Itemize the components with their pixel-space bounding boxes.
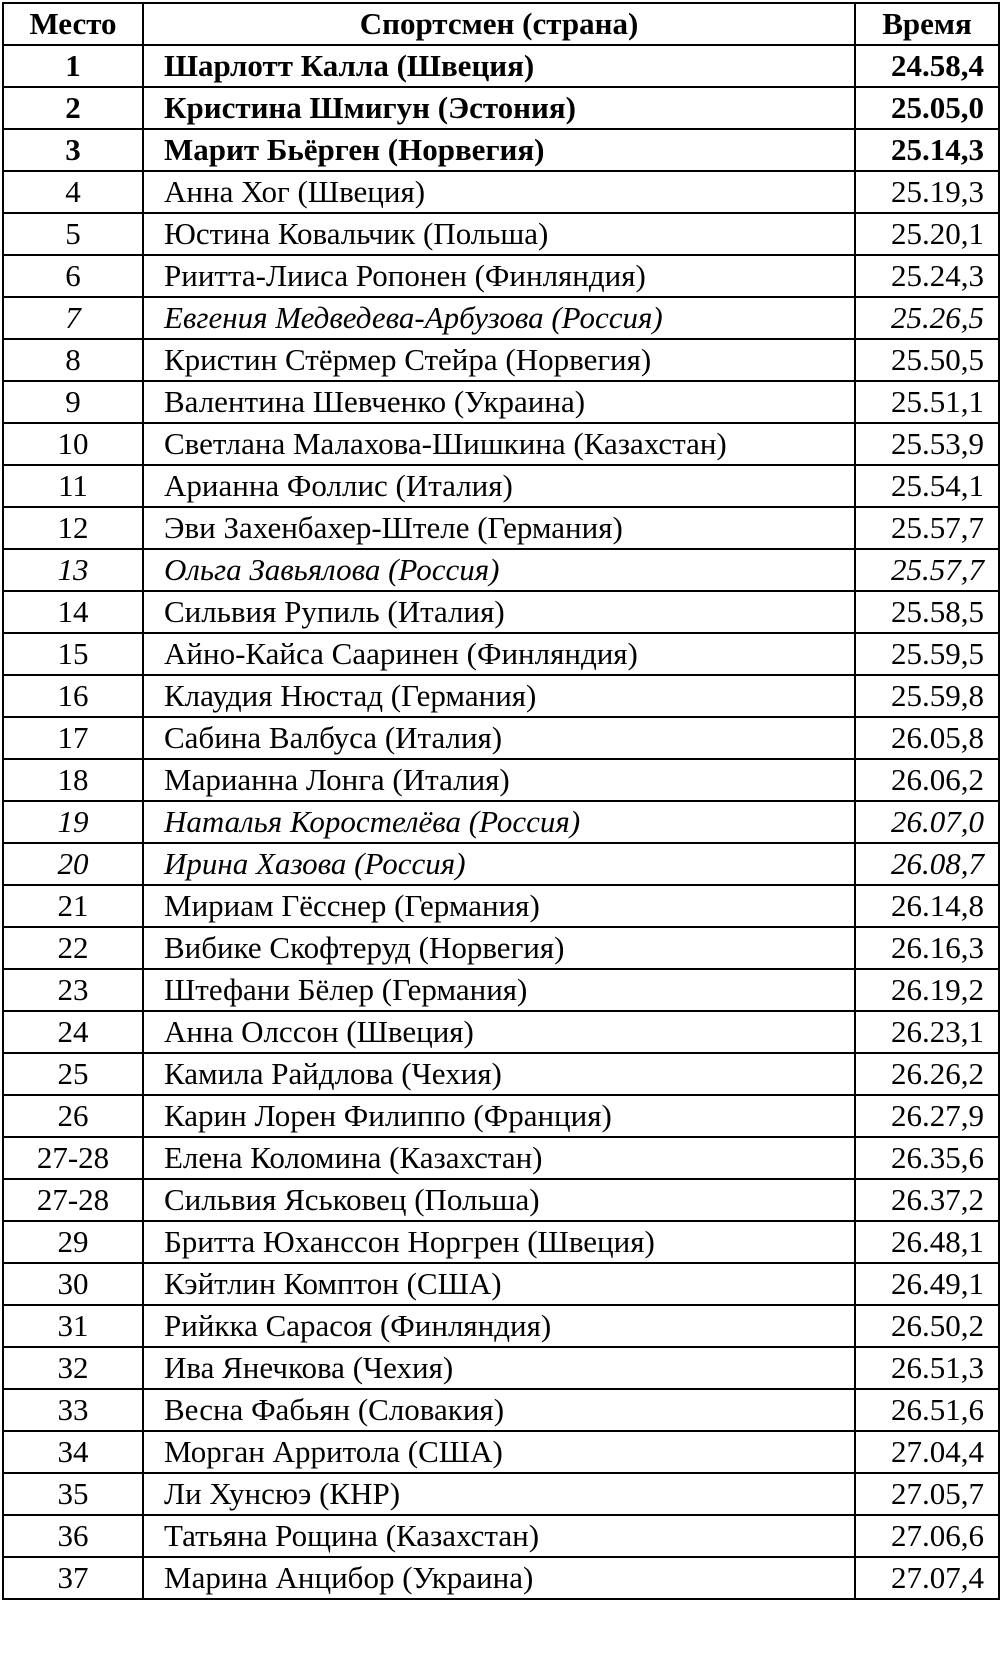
place-cell: 27-28 xyxy=(3,1179,143,1221)
time-cell: 27.07,4 xyxy=(855,1557,999,1599)
place-cell: 26 xyxy=(3,1095,143,1137)
time-cell: 27.06,6 xyxy=(855,1515,999,1557)
table-row xyxy=(3,129,999,171)
athlete-cell: Светлана Малахова-Шишкина (Казахстан) xyxy=(143,423,855,465)
time-cell: 26.37,2 xyxy=(855,1179,999,1221)
table-row xyxy=(3,633,999,675)
place-cell: 12 xyxy=(3,507,143,549)
athlete-cell: Марина Анцибор (Украина) xyxy=(143,1557,855,1599)
athlete-cell: Анна Хог (Швеция) xyxy=(143,171,855,213)
time-cell: 25.59,5 xyxy=(855,633,999,675)
place-cell: 9 xyxy=(3,381,143,423)
place-cell: 15 xyxy=(3,633,143,675)
table-row xyxy=(3,591,999,633)
time-cell: 26.08,7 xyxy=(855,843,999,885)
place-cell: 1 xyxy=(3,45,143,87)
athlete-cell: Весна Фабьян (Словакия) xyxy=(143,1389,855,1431)
place-cell: 29 xyxy=(3,1221,143,1263)
place-cell: 35 xyxy=(3,1473,143,1515)
athlete-cell: Камила Райдлова (Чехия) xyxy=(143,1053,855,1095)
time-cell: 25.54,1 xyxy=(855,465,999,507)
table-row xyxy=(3,1011,999,1053)
table-row xyxy=(3,885,999,927)
time-cell: 25.26,5 xyxy=(855,297,999,339)
table-row xyxy=(3,255,999,297)
time-cell: 25.24,3 xyxy=(855,255,999,297)
table-row xyxy=(3,1179,999,1221)
place-cell: 6 xyxy=(3,255,143,297)
table-row xyxy=(3,465,999,507)
athlete-cell: Кэйтлин Комптон (США) xyxy=(143,1263,855,1305)
table-row xyxy=(3,1347,999,1389)
time-cell: 26.51,6 xyxy=(855,1389,999,1431)
time-cell: 26.50,2 xyxy=(855,1305,999,1347)
table-header xyxy=(3,3,999,45)
results-table-container xyxy=(2,2,998,1600)
place-cell: 8 xyxy=(3,339,143,381)
table-row xyxy=(3,1221,999,1263)
table-row xyxy=(3,1473,999,1515)
place-cell: 14 xyxy=(3,591,143,633)
time-cell: 26.07,0 xyxy=(855,801,999,843)
athlete-cell: Карин Лорен Филиппо (Франция) xyxy=(143,1095,855,1137)
table-row xyxy=(3,843,999,885)
athlete-cell: Татьяна Рощина (Казахстан) xyxy=(143,1515,855,1557)
place-cell: 5 xyxy=(3,213,143,255)
time-cell: 26.19,2 xyxy=(855,969,999,1011)
athlete-cell: Рийкка Сарасоя (Финляндия) xyxy=(143,1305,855,1347)
place-cell: 10 xyxy=(3,423,143,465)
athlete-cell: Марианна Лонга (Италия) xyxy=(143,759,855,801)
athlete-cell: Клаудия Нюстад (Германия) xyxy=(143,675,855,717)
athlete-cell: Сабина Валбуса (Италия) xyxy=(143,717,855,759)
place-cell: 36 xyxy=(3,1515,143,1557)
time-cell: 25.50,5 xyxy=(855,339,999,381)
time-cell: 26.14,8 xyxy=(855,885,999,927)
place-cell: 2 xyxy=(3,87,143,129)
athlete-cell: Евгения Медведева-Арбузова (Россия) xyxy=(143,297,855,339)
time-cell: 27.04,4 xyxy=(855,1431,999,1473)
table-row xyxy=(3,1557,999,1599)
time-cell: 26.27,9 xyxy=(855,1095,999,1137)
athlete-cell: Эви Захенбахер-Штеле (Германия) xyxy=(143,507,855,549)
place-cell: 37 xyxy=(3,1557,143,1599)
place-cell: 4 xyxy=(3,171,143,213)
table-row xyxy=(3,1515,999,1557)
athlete-cell: Арианна Фоллис (Италия) xyxy=(143,465,855,507)
athlete-cell: Юстина Ковальчик (Польша) xyxy=(143,213,855,255)
place-cell: 31 xyxy=(3,1305,143,1347)
athlete-cell: Ли Хунсюэ (КНР) xyxy=(143,1473,855,1515)
time-cell: 27.05,7 xyxy=(855,1473,999,1515)
athlete-cell: Марит Бьёрген (Норвегия) xyxy=(143,129,855,171)
place-cell: 16 xyxy=(3,675,143,717)
athlete-cell: Айно-Кайса Сааринен (Финляндия) xyxy=(143,633,855,675)
header-time: Время xyxy=(855,3,999,45)
time-cell: 25.51,1 xyxy=(855,381,999,423)
place-cell: 23 xyxy=(3,969,143,1011)
athlete-cell: Ирина Хазова (Россия) xyxy=(143,843,855,885)
time-cell: 26.16,3 xyxy=(855,927,999,969)
athlete-cell: Ольга Завьялова (Россия) xyxy=(143,549,855,591)
place-cell: 24 xyxy=(3,1011,143,1053)
table-row xyxy=(3,927,999,969)
place-cell: 17 xyxy=(3,717,143,759)
results-table xyxy=(2,2,1000,1600)
table-row xyxy=(3,171,999,213)
athlete-cell: Бритта Юханссон Норгрен (Швеция) xyxy=(143,1221,855,1263)
time-cell: 26.35,6 xyxy=(855,1137,999,1179)
time-cell: 25.20,1 xyxy=(855,213,999,255)
time-cell: 25.59,8 xyxy=(855,675,999,717)
table-row xyxy=(3,1137,999,1179)
place-cell: 32 xyxy=(3,1347,143,1389)
place-cell: 27-28 xyxy=(3,1137,143,1179)
athlete-cell: Мириам Гёсснер (Германия) xyxy=(143,885,855,927)
table-row xyxy=(3,1095,999,1137)
place-cell: 21 xyxy=(3,885,143,927)
place-cell: 19 xyxy=(3,801,143,843)
place-cell: 11 xyxy=(3,465,143,507)
table-row xyxy=(3,1389,999,1431)
time-cell: 26.49,1 xyxy=(855,1263,999,1305)
athlete-cell: Кристина Шмигун (Эстония) xyxy=(143,87,855,129)
place-cell: 25 xyxy=(3,1053,143,1095)
table-row xyxy=(3,801,999,843)
time-cell: 26.23,1 xyxy=(855,1011,999,1053)
time-cell: 26.26,2 xyxy=(855,1053,999,1095)
place-cell: 30 xyxy=(3,1263,143,1305)
header-row xyxy=(3,3,999,45)
table-row xyxy=(3,423,999,465)
place-cell: 34 xyxy=(3,1431,143,1473)
athlete-cell: Ива Янечкова (Чехия) xyxy=(143,1347,855,1389)
time-cell: 25.14,3 xyxy=(855,129,999,171)
athlete-cell: Штефани Бёлер (Германия) xyxy=(143,969,855,1011)
table-row xyxy=(3,339,999,381)
place-cell: 7 xyxy=(3,297,143,339)
header-athlete: Спортсмен (страна) xyxy=(143,3,855,45)
time-cell: 25.05,0 xyxy=(855,87,999,129)
table-row xyxy=(3,45,999,87)
place-cell: 18 xyxy=(3,759,143,801)
table-row xyxy=(3,1263,999,1305)
time-cell: 24.58,4 xyxy=(855,45,999,87)
athlete-cell: Сильвия Яськовец (Польша) xyxy=(143,1179,855,1221)
place-cell: 3 xyxy=(3,129,143,171)
time-cell: 26.48,1 xyxy=(855,1221,999,1263)
time-cell: 25.58,5 xyxy=(855,591,999,633)
table-row xyxy=(3,549,999,591)
table-row xyxy=(3,507,999,549)
athlete-cell: Валентина Шевченко (Украина) xyxy=(143,381,855,423)
table-row xyxy=(3,87,999,129)
athlete-cell: Елена Коломина (Казахстан) xyxy=(143,1137,855,1179)
athlete-cell: Сильвия Рупиль (Италия) xyxy=(143,591,855,633)
table-row xyxy=(3,1053,999,1095)
athlete-cell: Анна Олссон (Швеция) xyxy=(143,1011,855,1053)
time-cell: 25.57,7 xyxy=(855,549,999,591)
table-body xyxy=(3,45,999,1599)
time-cell: 25.19,3 xyxy=(855,171,999,213)
table-row xyxy=(3,675,999,717)
athlete-cell: Наталья Коростелёва (Россия) xyxy=(143,801,855,843)
place-cell: 20 xyxy=(3,843,143,885)
time-cell: 25.53,9 xyxy=(855,423,999,465)
place-cell: 33 xyxy=(3,1389,143,1431)
table-row xyxy=(3,717,999,759)
place-cell: 13 xyxy=(3,549,143,591)
athlete-cell: Шарлотт Калла (Швеция) xyxy=(143,45,855,87)
table-row xyxy=(3,297,999,339)
table-row xyxy=(3,381,999,423)
table-row xyxy=(3,213,999,255)
athlete-cell: Морган Арритола (США) xyxy=(143,1431,855,1473)
time-cell: 26.06,2 xyxy=(855,759,999,801)
athlete-cell: Риитта-Лииса Ропонен (Финляндия) xyxy=(143,255,855,297)
athlete-cell: Вибике Скофтеруд (Норвегия) xyxy=(143,927,855,969)
time-cell: 25.57,7 xyxy=(855,507,999,549)
time-cell: 26.51,3 xyxy=(855,1347,999,1389)
place-cell: 22 xyxy=(3,927,143,969)
table-row xyxy=(3,969,999,1011)
table-row xyxy=(3,759,999,801)
table-row xyxy=(3,1305,999,1347)
time-cell: 26.05,8 xyxy=(855,717,999,759)
header-place: Место xyxy=(3,3,143,45)
athlete-cell: Кристин Стёрмер Стейра (Норвегия) xyxy=(143,339,855,381)
table-row xyxy=(3,1431,999,1473)
